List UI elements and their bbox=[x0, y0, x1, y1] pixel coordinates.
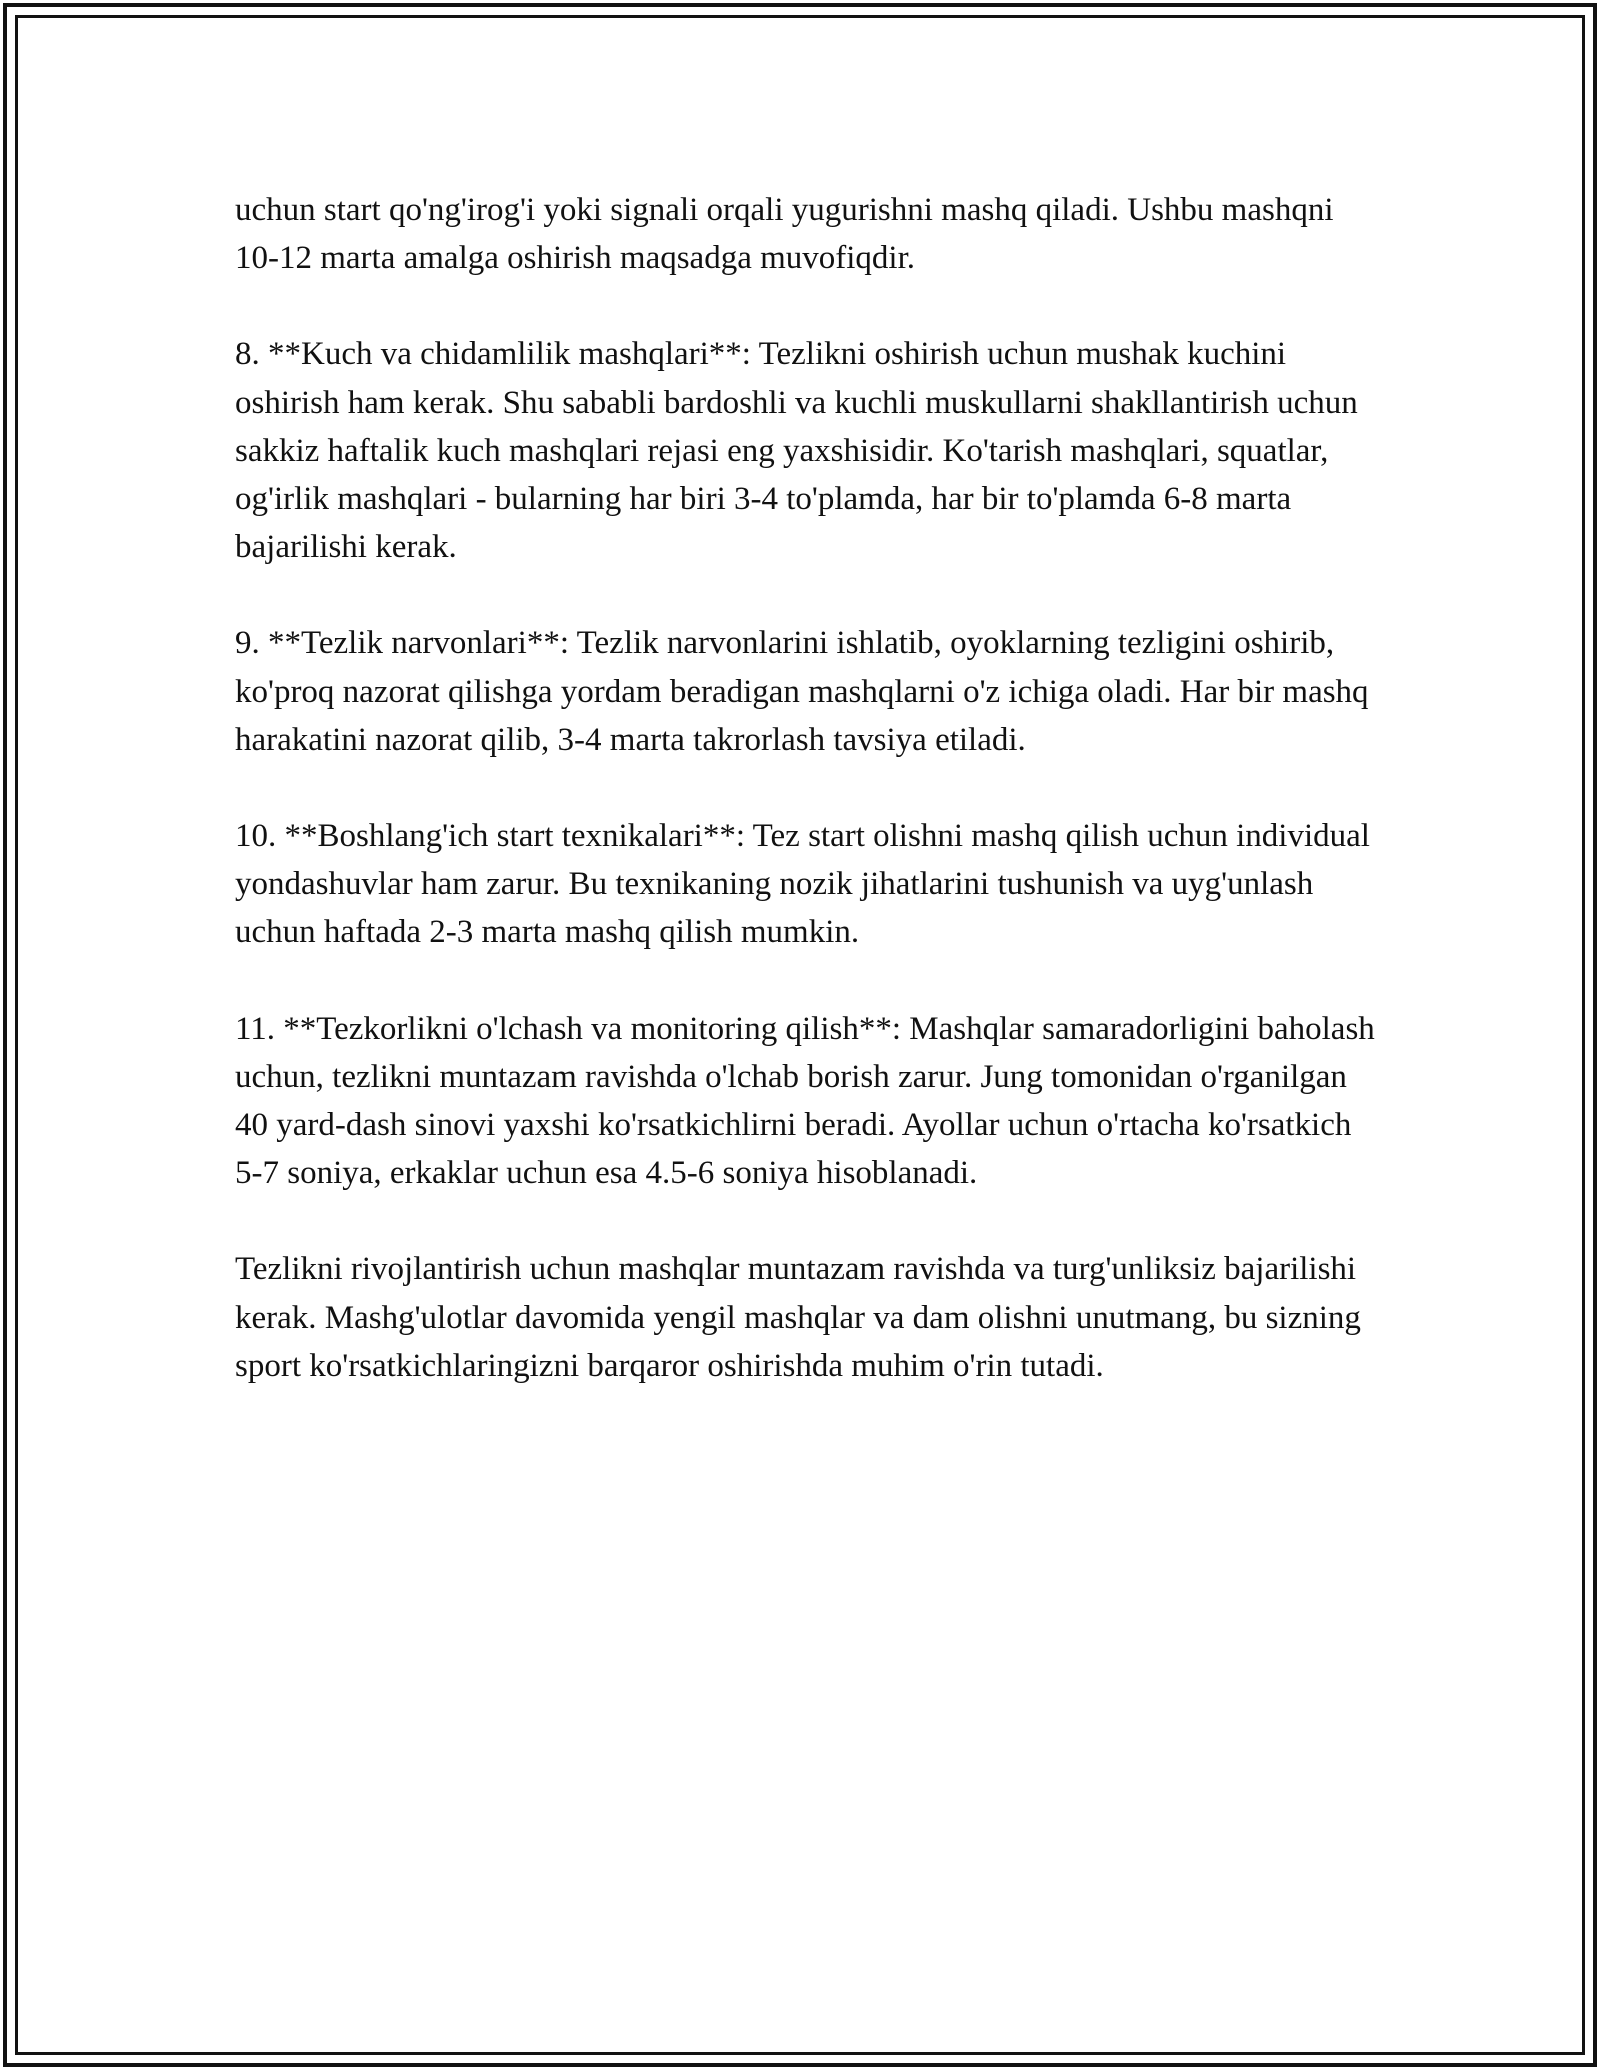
paragraph-continuation: uchun start qo'ng'irog'i yoki signali orqali yugurishni mashq qiladi. Ushbu mashqni 10-12 marta amalga oshirish maqsadga muvofiqdir. bbox=[235, 192, 1334, 277]
paragraph-item-9: 9. **Tezlik narvonlari**: Tezlik narvonlarini ishlatib, oyoklarning tezligini oshirib, ko'proq nazorat qilishga yordam beradigan mashqlarni o'z ichiga oladi. Har bir mashq harakatini nazorat qilib, 3-4 marta takrorlash tavsiya etiladi. bbox=[235, 625, 1369, 758]
paragraph-conclusion: Tezlikni rivojlantirish uchun mashqlar muntazam ravishda va turg'unliksiz bajarilishi kerak. Mashg'ulotlar davomida yengil mashqlar va dam olishni unutmang, bu sizning sport ko'rsatkichlaringizni barqaror oshirishda muhim o'rin tutadi. bbox=[235, 1251, 1361, 1384]
paragraph-item-11: 11. **Tezkorlikni o'lchash va monitoring qilish**: Mashqlar samaradorligini baholash uchun, tezlikni muntazam ravishda o'lchab borish zarur. Jung tomonidan o'rganilgan 40 yard-dash sinovi yaxshi ko'rsatkichlirni beradi. Ayollar uchun o'rtacha ko'rsatkich 5-7 soniya, erkaklar uchun esa 4.5-6 soniya hisoblanadi. bbox=[235, 1010, 1375, 1192]
paragraph-item-8: 8. **Kuch va chidamlilik mashqlari**: Tezlikni oshirish uchun mushak kuchini oshirish ham kerak. Shu sababli bardoshli va kuchli muskullarni shakllantirish uchun sakkiz haftalik kuch mashqlari rejasi eng yaxshisidir. Ko'tarish mashqlari, squatlar, og'irlik mashqlari - bularning har biri 3-4 to'plamda, har bir to'plamda 6-8 marta bajarilishi kerak. bbox=[235, 336, 1358, 566]
paragraph-item-10: 10. **Boshlang'ich start texnikalari**: Tez start olishni mashq qilish uchun individual yondashuvlar ham zarur. Bu texnikaning nozik jihatlarini tushunish va uyg'unlash uchun haftada 2-3 marta mashq qilish mumkin. bbox=[235, 818, 1370, 951]
page-content bbox=[235, 186, 1385, 1438]
